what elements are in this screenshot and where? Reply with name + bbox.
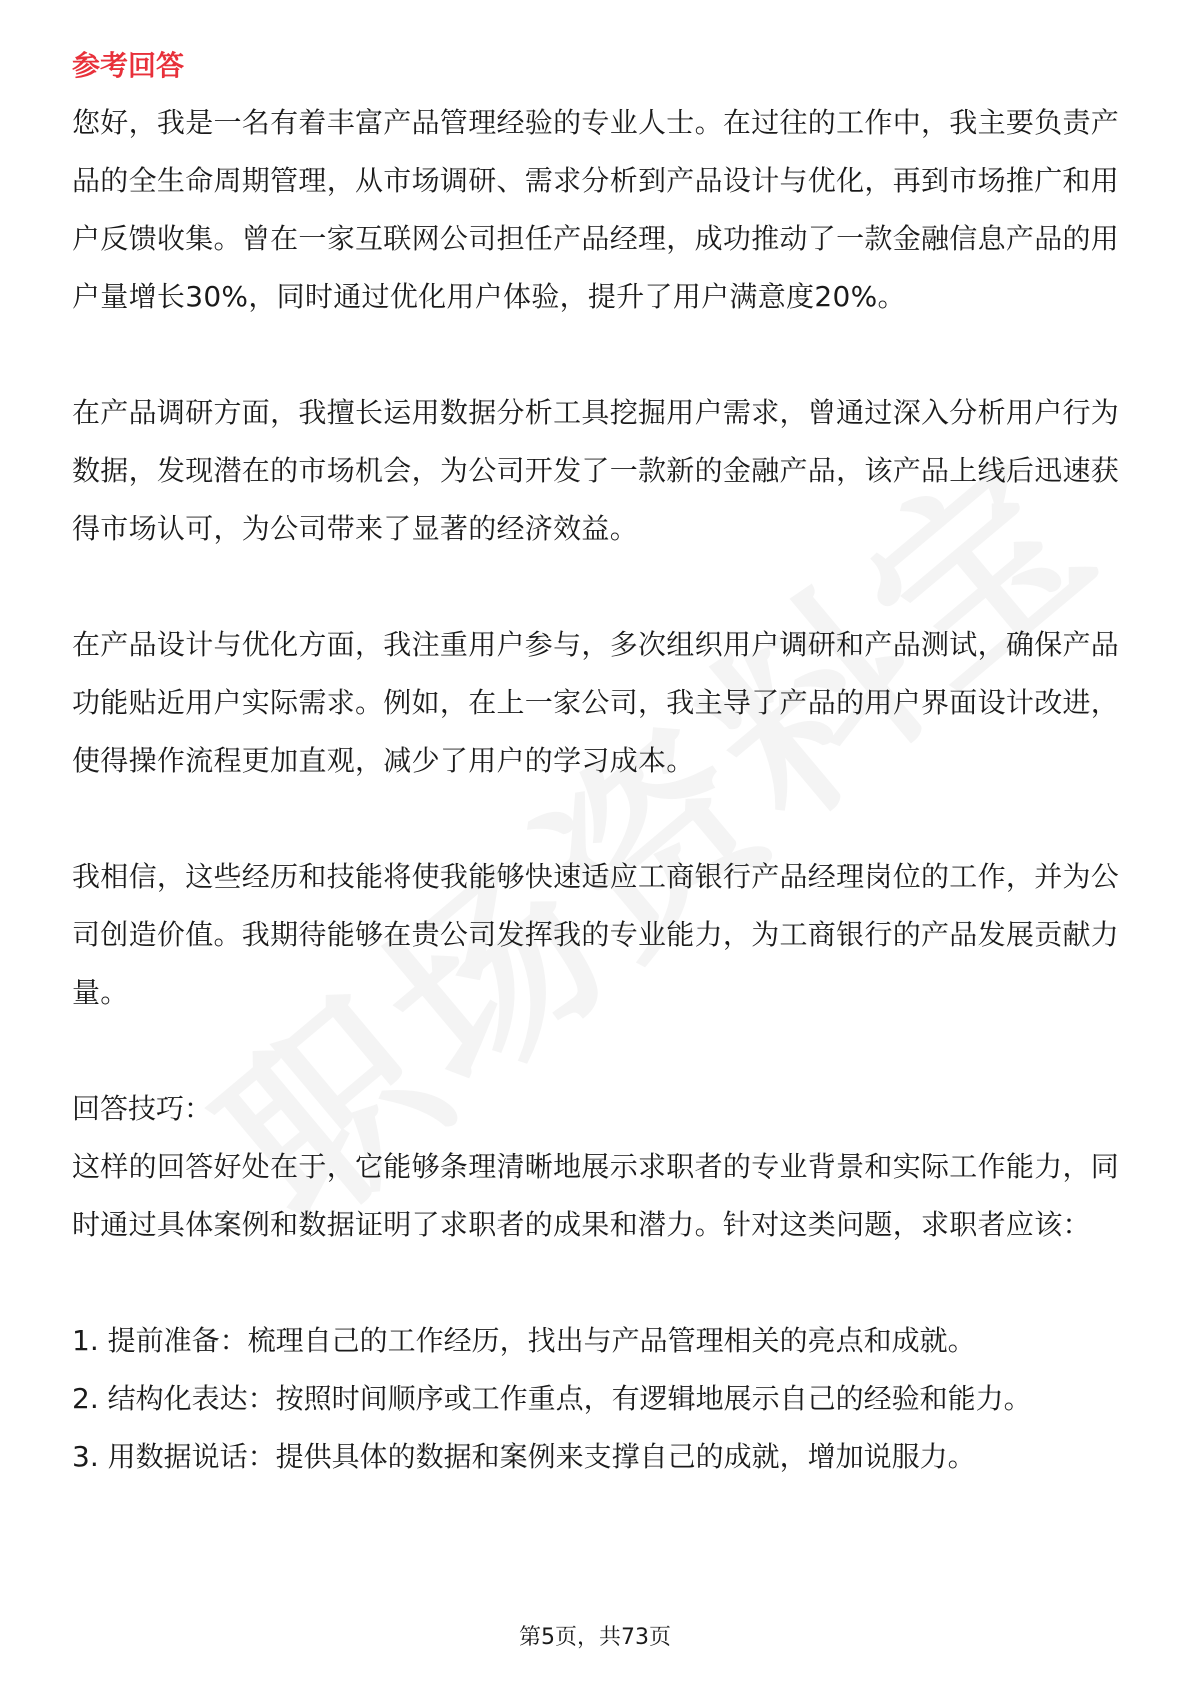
paragraph-gap	[72, 558, 1122, 616]
page-number: 第5页，共73页	[519, 1625, 671, 1650]
answer-paragraph-4: 我相信，这些经历和技能将使我能够快速适应工商银行产品经理岗位的工作，并为公司创造价值。我期待能够在贵公司发挥我的专业能力，为工商银行的产品发展贡献力量。	[72, 860, 1120, 1009]
answer-paragraph-3: 在产品设计与优化方面，我注重用户参与，多次组织用户调研和产品测试，确保产品功能贴近用户实际需求。例如，在上一家公司，我主导了产品的用户界面设计改进，使得操作流程更加直观，减少了用户的学习成本。	[72, 628, 1120, 777]
paragraph-gap	[72, 1022, 1122, 1080]
answer-paragraph-2: 在产品调研方面，我擅长运用数据分析工具挖掘用户需求，曾通过深入分析用户行为数据，发现潜在的市场机会，为公司开发了一款新的金融产品，该产品上线后迅速获得市场认可，为公司带来了显著的经济效益。	[72, 396, 1120, 545]
tips-list-item: 1. 提前准备：梳理自己的工作经历，找出与产品管理相关的亮点和成就。	[72, 1324, 976, 1357]
tips-title: 回答技巧：	[72, 1092, 213, 1125]
tips-list-item: 3. 用数据说话：提供具体的数据和案例来支撑自己的成就，增加说服力。	[72, 1440, 976, 1473]
paragraph-gap	[72, 790, 1122, 848]
tips-list	[72, 1312, 1122, 1486]
paragraph-gap	[72, 326, 1122, 384]
tips-list-item: 2. 结构化表达：按照时间顺序或工作重点，有逻辑地展示自己的经验和能力。	[72, 1382, 1032, 1415]
tips-intro: 这样的回答好处在于，它能够条理清晰地展示求职者的专业背景和实际工作能力，同时通过具体案例和数据证明了求职者的成果和潜力。针对这类问题，求职者应该：	[72, 1150, 1120, 1241]
paragraph-gap	[72, 1254, 1122, 1312]
page-content	[72, 46, 1122, 1486]
answer-paragraph-1: 您好，我是一名有着丰富产品管理经验的专业人士。在过往的工作中，我主要负责产品的全生命周期管理，从市场调研、需求分析到产品设计与优化，再到市场推广和用户反馈收集。曾在一家互联网公司担任产品经理，成功推动了一款金融信息产品的用户量增长30%，同时通过优化用户体验，提升了用户满意度20%。	[72, 106, 1120, 313]
answer-title: 参考回答	[72, 49, 185, 82]
